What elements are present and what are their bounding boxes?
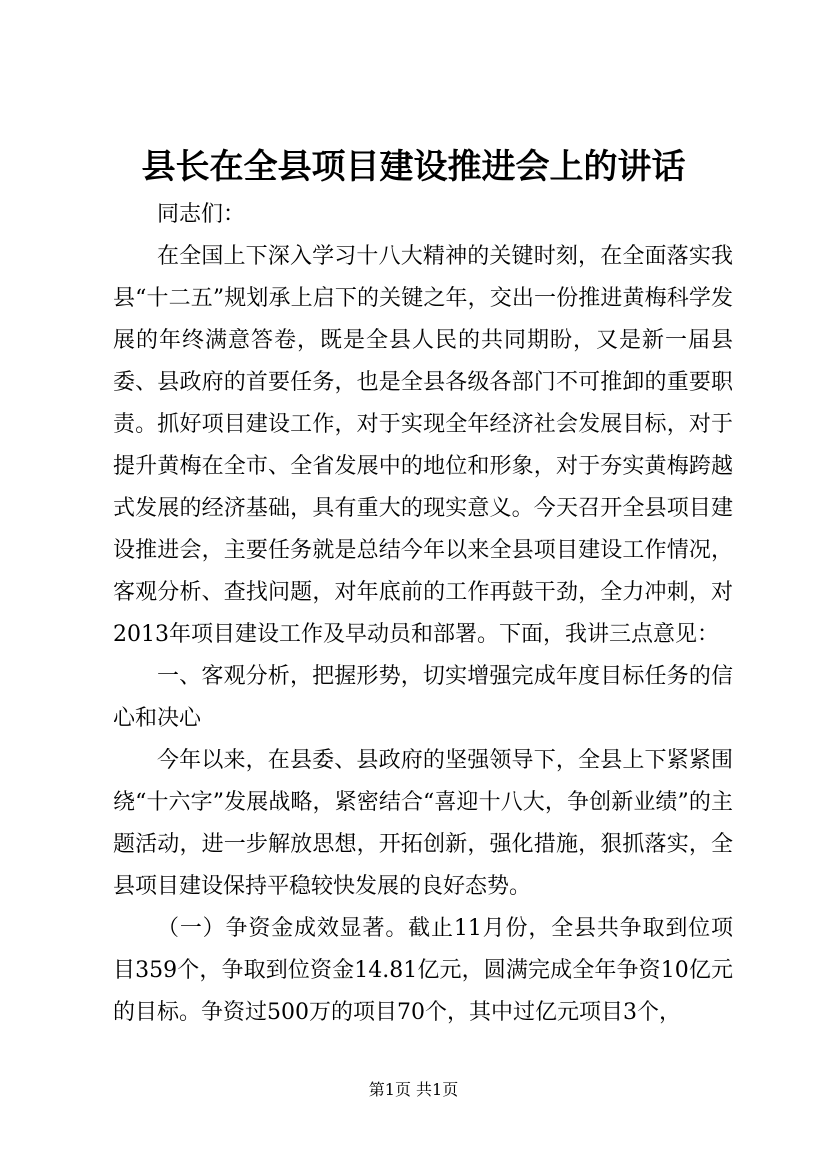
- paragraph-funding: （一）争资金成效显著。截止11月份，全县共争取到位项目359个，争取到位资金14.81亿元，圆满完成全年争资10亿元的目标。争资过500万的项目70个，其中过亿元项目3个，: [113, 916, 733, 1025]
- document-title: 县长在全县项目建设推进会上的讲话: [141, 147, 686, 187]
- paragraph-intro: 在全国上下深入学习十八大精神的关键时刻，在全面落实我县“十二五”规划承上启下的关键之年，交出一份推进黄梅科学发展的年终满意答卷，既是全县人民的共同期盼，又是新一届县委、县政府的首要任务，也是全县各级各部门不可推卸的重要职责。抓好项目建设工作，对于实现全年经济社会发展目标，对于提升黄梅在全市、全省发展中的地位和形象，对于夯实黄梅跨越式发展的经济基础，具有重大的现实意义。今天召开全县项目建设推进会，主要任务就是总结今年以来全县项目建设工作情况，客观分析、查找问题，对年底前的工作再鼓干劲，全力冲刺，对2013年项目建设工作及早动员和部署。下面，我讲三点意见：: [113, 244, 733, 647]
- paragraph-overview: 今年以来，在县委、县政府的坚强领导下，全县上下紧紧围绕“十六字”发展战略，紧密结合“喜迎十八大，争创新业绩”的主题活动，进一步解放思想，开拓创新，强化措施，狠抓落实，全县项目建设保持平稳较快发展的良好态势。: [113, 748, 733, 899]
- document-body: [113, 194, 733, 1034]
- section-heading-1: 一、客观分析，把握形势，切实增强完成年度目标任务的信心和决心: [113, 664, 733, 731]
- salutation: 同志们：: [157, 202, 246, 227]
- page-number: 第1页 共1页: [368, 1080, 459, 1099]
